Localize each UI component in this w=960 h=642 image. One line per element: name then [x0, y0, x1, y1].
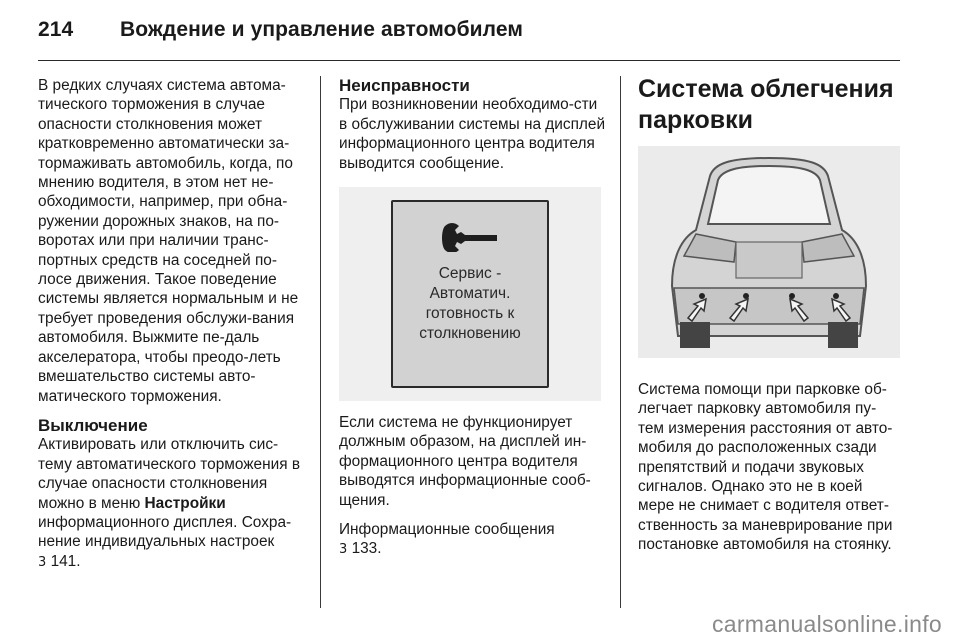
display-line: готовность к [425, 305, 515, 323]
page-ref: 133. [351, 540, 382, 558]
header-rule [38, 60, 900, 61]
page-ref-icon: 3 [339, 542, 348, 558]
service-message-figure [339, 187, 601, 401]
column-divider-1 [320, 76, 321, 608]
disable-paragraph: Активировать или отключить сис-тему автоматического торможения в случае опасности столкновения можно в меню Настройки информационного дисплея. Сохра-нение индивидуальных настроек 3 141. [38, 436, 300, 570]
display-line: Сервис - [438, 265, 502, 283]
page-number: 214 [38, 18, 74, 41]
page-header [38, 18, 523, 42]
display-line: Автоматич. [429, 285, 511, 303]
display-message [393, 264, 547, 344]
malfunction-paragraph: Если система не функционирует должным образом, на дисплей ин-формационного центра водителя выводятся информационные сооб-щения. [339, 414, 591, 509]
settings-menu-name: Настройки [144, 494, 226, 512]
column-2 [339, 76, 609, 560]
section-heading-parking: Система облегчения парковки [638, 75, 894, 134]
page-title: Вождение и управление автомобилем [120, 18, 523, 41]
driver-info-display [391, 200, 549, 388]
faults-paragraph: При возникновении необходимо-сти в обслуживании системы на дисплей информационного центра водителя выводится сообщение. [339, 96, 606, 172]
column-3 [638, 74, 900, 555]
info-messages-paragraph: Информационные сообщения 3 133. [339, 521, 555, 558]
parking-paragraph: Система помощи при парковке об-легчает парковку автомобиля пу-тем измерения расстояния от авто-мобиля до расположенных сзади препятствий и подачи звуковых сигналов. Однако это не в коей мере не снимает с водителя ответ-ственность за маневрирование при постановке автомобиля на стоянку. [638, 381, 893, 554]
display-line: столкновению [419, 325, 521, 343]
page-ref: 141. [50, 552, 81, 570]
page-ref-icon: 3 [38, 554, 47, 570]
car-rear-illustration [638, 146, 900, 358]
intro-paragraph: В редких случаях система автома-тического торможения в случае опасности столкновения может кратковременно автоматически за-тормаживать автомобиль, когда, по мнению водителя, в этом нет не-обходимости, например, при обна-ружении дорожных знаков, на по-воротах или при наличии транс-портных средств на соседней по-лосе движения. Такое поведение системы является нормальным и не требует проведения обслужи-вания автомобиля. Выжмите пе-даль акселератора, чтобы преодо-леть вмешательство системы авто-матического торможения. [38, 77, 299, 405]
column-1 [38, 76, 308, 572]
section-heading-disable: Выключение [38, 415, 148, 435]
car-rear-sensors-figure [638, 146, 900, 358]
section-heading-faults: Неисправности [339, 76, 470, 95]
column-divider-2 [620, 76, 621, 608]
wrench-icon [393, 218, 551, 252]
watermark: carmanualsonline.info [711, 611, 942, 637]
